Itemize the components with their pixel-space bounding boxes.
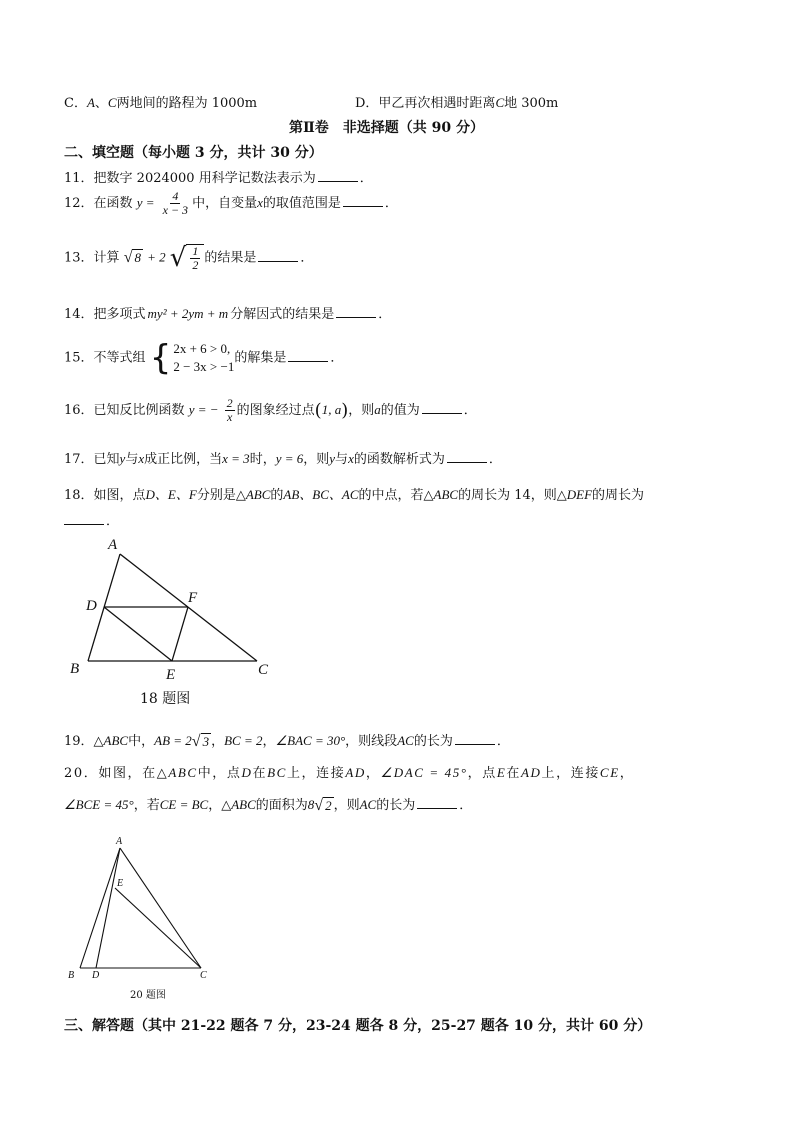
choice-c-text: 两地间的路程为 1000m bbox=[116, 96, 258, 111]
sqrt-3: √ 3 bbox=[191, 732, 210, 750]
question-14 bbox=[64, 303, 391, 322]
sides: AB、BC、AC bbox=[283, 487, 359, 502]
choice-c-prefix: C． bbox=[64, 96, 87, 111]
q16-post1: ，则 bbox=[348, 403, 375, 418]
q20-text: 在 bbox=[252, 766, 268, 781]
numerator: 1 bbox=[192, 244, 199, 258]
q18-end: ． bbox=[106, 514, 120, 529]
triangle-abc: ABC bbox=[103, 733, 129, 748]
q14-prefix: 14．把多项式 bbox=[64, 307, 146, 322]
area-coefficient: 8 bbox=[307, 797, 315, 812]
var-x: x bbox=[348, 451, 354, 466]
condition-bc: BC = 2 bbox=[224, 733, 263, 748]
q20-text: 中，点 bbox=[197, 766, 242, 781]
q17-prefix: 17．已知 bbox=[64, 452, 120, 467]
q12-prefix: 12．在函数 bbox=[64, 196, 133, 211]
q17-text: 与 bbox=[125, 452, 139, 467]
separator: ， bbox=[365, 766, 381, 781]
q13-prefix: 13．计算 bbox=[64, 250, 120, 266]
denominator: 2 bbox=[192, 258, 199, 272]
label-d: D bbox=[92, 970, 100, 981]
question-19 bbox=[64, 730, 510, 751]
numerator: 4 bbox=[172, 189, 179, 203]
q20-text: ，则 bbox=[333, 798, 360, 813]
question-18 bbox=[64, 484, 644, 503]
radicand: 2 bbox=[325, 797, 332, 813]
side-ac bbox=[120, 848, 201, 968]
q18-text: 的周长为 14，则△ bbox=[458, 488, 567, 503]
q15-prefix: 15．不等式组 bbox=[64, 350, 146, 366]
q20-end: ， bbox=[619, 766, 635, 781]
var-x: x bbox=[138, 451, 145, 466]
question-13 bbox=[64, 244, 313, 272]
choice-d-prefix: D．甲乙再次相遇时距离 bbox=[355, 96, 496, 111]
answer-blank[interactable] bbox=[288, 349, 328, 362]
fig20-caption: 20 题图 bbox=[130, 990, 166, 1001]
condition-ce-bc: CE = BC bbox=[159, 797, 209, 812]
answer-blank[interactable] bbox=[447, 450, 487, 463]
fig18-caption: 18 题图 bbox=[140, 691, 191, 707]
q13-post: 的结果是 bbox=[204, 250, 257, 266]
radicand: 3 bbox=[202, 733, 210, 749]
q18-text: 的中点，若△ bbox=[358, 488, 434, 503]
q17-end: ． bbox=[488, 452, 502, 467]
triangle-abc: ABC bbox=[245, 487, 271, 502]
inequality-2: 2 − 3x > −1 bbox=[173, 359, 235, 374]
triangle-abc: ABC bbox=[231, 797, 256, 812]
q19-post: 的长为 bbox=[413, 734, 453, 749]
q11-text: 11．把数字 2024000 用科学记数法表示为 bbox=[64, 171, 316, 186]
q20-text: 的面积为 bbox=[255, 798, 308, 813]
question-20-line1 bbox=[64, 762, 634, 781]
question-16: 16．已知反比例函数 y = − $\frac{2}{x}$ 的图象经过点(1, a)，则a的值为 ． bbox=[64, 396, 477, 424]
separator: 、 bbox=[94, 96, 108, 111]
q11-end: ． bbox=[359, 171, 373, 186]
q17-text: 与 bbox=[335, 452, 349, 467]
answer-blank[interactable] bbox=[417, 796, 457, 809]
q16-end: ． bbox=[463, 403, 477, 418]
point-d: D bbox=[241, 765, 253, 780]
q16-y-eq: y = − bbox=[188, 402, 219, 417]
answer-blank[interactable] bbox=[64, 512, 104, 525]
label-b: B bbox=[70, 661, 80, 677]
label-f: F bbox=[188, 590, 198, 606]
var-c: C bbox=[107, 95, 117, 110]
q20-text: 上，连接 bbox=[286, 766, 346, 781]
section3-title: 三、解答题（其中 21-22 题各 7 分，23-24 题各 8 分，25-27 题各 10 分，共计 60 分） bbox=[64, 1018, 652, 1034]
condition-x: x = 3 bbox=[222, 451, 250, 466]
separator: ， bbox=[211, 734, 225, 749]
q19-text: 中， bbox=[128, 734, 155, 749]
var-y: y bbox=[119, 451, 126, 466]
choice-d bbox=[355, 92, 558, 111]
var-a: a bbox=[374, 402, 381, 417]
q12-end: ． bbox=[384, 196, 398, 211]
question-15 bbox=[64, 340, 343, 376]
choice-d-text: 地 300m bbox=[504, 96, 559, 111]
q20-text: ，若 bbox=[133, 798, 160, 813]
q13-fraction bbox=[190, 245, 200, 272]
answer-blank[interactable] bbox=[422, 401, 462, 414]
triangle-def: DEF bbox=[566, 487, 593, 502]
segment-de bbox=[104, 607, 172, 661]
q17-text: ，则 bbox=[303, 452, 330, 467]
q19-end: ． bbox=[496, 734, 510, 749]
inequality-1: 2x + 6 > 0, bbox=[173, 341, 231, 356]
q20-prefix: 20．如图，在△ bbox=[64, 766, 169, 781]
label-a: A bbox=[108, 537, 118, 553]
q15-end: ． bbox=[330, 350, 344, 366]
triangle-abc: ABC bbox=[433, 487, 459, 502]
segment-ad: AD bbox=[345, 765, 366, 780]
answer-blank[interactable] bbox=[343, 194, 383, 207]
label-b: B bbox=[68, 970, 75, 981]
q20-text: 在 bbox=[506, 766, 521, 781]
segment-ac: AC bbox=[397, 733, 414, 748]
segment-ad: AD bbox=[520, 765, 542, 780]
sqrt-2: √ 2 bbox=[314, 796, 332, 814]
q20-text: ，△ bbox=[208, 798, 232, 813]
q20-end: ． bbox=[459, 798, 473, 813]
inequality-system bbox=[150, 340, 235, 376]
point-e: E bbox=[496, 765, 507, 780]
answer-blank[interactable] bbox=[318, 169, 358, 182]
question-11 bbox=[64, 167, 373, 186]
answer-blank[interactable] bbox=[336, 305, 376, 318]
condition-ab: AB = 2 bbox=[154, 733, 192, 748]
q20-text: 上，连接 bbox=[541, 766, 600, 781]
label-c: C bbox=[200, 970, 207, 981]
denominator: x bbox=[226, 410, 233, 424]
q13-end: ． bbox=[300, 250, 314, 266]
condition-angle: ∠BAC = 30° bbox=[275, 733, 346, 748]
segment-ce: CE bbox=[599, 765, 620, 780]
sqrt-half: √ $\frac{1}{2}$ bbox=[170, 244, 205, 272]
q14-post: 分解因式的结果是 bbox=[230, 307, 335, 322]
denominator: x − 3 bbox=[162, 203, 189, 217]
points-def: D、E、F bbox=[145, 487, 197, 502]
q19-text: ，则线段 bbox=[345, 734, 398, 749]
q20-post: 的长为 bbox=[376, 798, 416, 813]
q14-end: ． bbox=[378, 307, 392, 322]
angle-bce: ∠BCE = 45° bbox=[64, 797, 134, 812]
q13-plus: + 2 bbox=[147, 249, 166, 265]
label-e: E bbox=[117, 878, 124, 889]
answer-blank[interactable] bbox=[258, 249, 298, 262]
q15-post: 的解集是 bbox=[234, 350, 287, 366]
q12-post: 的取值范围是 bbox=[262, 196, 341, 211]
radicand: 8 bbox=[134, 250, 141, 265]
question-17 bbox=[64, 448, 502, 467]
label-a: A bbox=[116, 836, 123, 847]
condition-y: y = 6 bbox=[275, 451, 304, 466]
var-y: y bbox=[329, 451, 336, 466]
q18-text: 的周长为 bbox=[592, 488, 645, 503]
answer-blank[interactable] bbox=[455, 732, 495, 745]
q18-prefix: 18．如图，点 bbox=[64, 488, 146, 503]
segment-bc: BC bbox=[267, 765, 287, 780]
var-c: C bbox=[495, 95, 505, 110]
q17-text: 时， bbox=[249, 452, 276, 467]
polynomial: my² + 2ym + m bbox=[147, 306, 229, 321]
q16-post2: 的值为 bbox=[380, 403, 420, 418]
segment-ac: AC bbox=[359, 797, 377, 812]
q12-mid: 中，自变量 bbox=[192, 196, 258, 211]
q18-text: 的 bbox=[270, 488, 284, 503]
section2-title: 二、填空题（每小题 3 分，共计 30 分） bbox=[64, 145, 323, 161]
label-e: E bbox=[166, 667, 176, 683]
q18-text: 分别是△ bbox=[196, 488, 246, 503]
question-12 bbox=[64, 190, 398, 217]
point-coords: 1, a bbox=[321, 402, 342, 417]
figure-20 bbox=[60, 830, 230, 1005]
choice-c bbox=[64, 92, 257, 111]
segment-ce bbox=[115, 888, 201, 968]
q17-text: 成正比例，当 bbox=[144, 452, 223, 467]
sqrt-8: √ 8 bbox=[123, 249, 141, 266]
q12-y-eq: y = bbox=[136, 195, 155, 210]
q16-prefix: 16．已知反比例函数 bbox=[64, 403, 185, 418]
triangle-abc: ABC bbox=[168, 765, 198, 780]
q20-text: ，点 bbox=[467, 766, 497, 781]
var-a: A bbox=[86, 95, 95, 110]
label-d: D bbox=[86, 598, 97, 614]
separator: ， bbox=[262, 734, 276, 749]
question-20-line2 bbox=[64, 794, 472, 815]
q17-post: 的函数解析式为 bbox=[353, 452, 445, 467]
q16-mid: 的图象经过点 bbox=[236, 403, 315, 418]
angle-dac: ∠DAC = 45° bbox=[380, 765, 468, 780]
figure-18 bbox=[60, 530, 290, 710]
numerator: 2 bbox=[226, 396, 233, 410]
q12-fraction bbox=[161, 190, 190, 217]
q19-prefix: 19．△ bbox=[64, 734, 104, 749]
q16-fraction bbox=[225, 397, 235, 424]
brace: { bbox=[149, 338, 172, 378]
label-c: C bbox=[258, 662, 269, 678]
var-x: x bbox=[257, 195, 263, 210]
segment-ef bbox=[172, 607, 188, 661]
question-18-cont bbox=[64, 510, 119, 529]
part2-title: 第Ⅱ卷 非选择题（共 90 分） bbox=[289, 120, 485, 136]
